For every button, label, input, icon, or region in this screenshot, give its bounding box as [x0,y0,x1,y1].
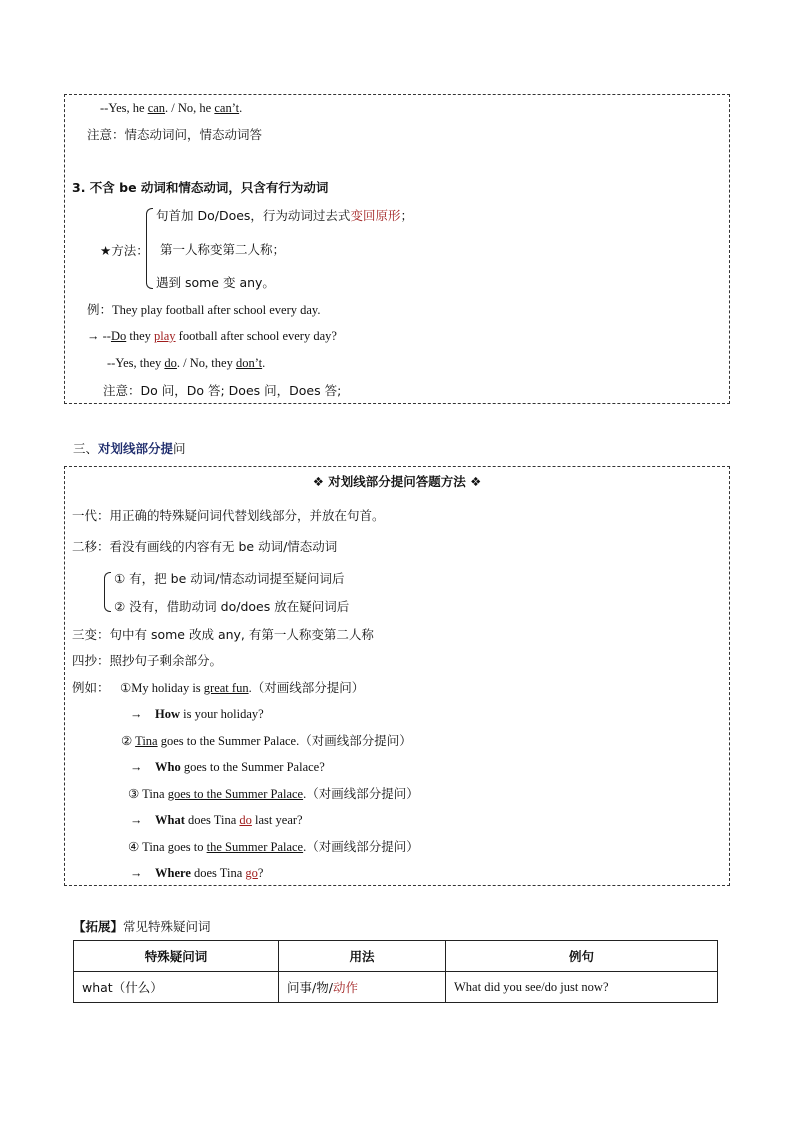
method-item-2: 第一人称变第二人称； [160,242,286,257]
note-do-does: 注意：Do 问，Do 答; Does 问，Does 答; [103,383,342,398]
step-3: 三变：句中有 some 改成 any, 有第一人称变第二人称 [72,627,374,642]
table-header-row [74,941,718,972]
example-2: ② Tina goes to the Summer Palace.（对画线部分提问） [121,733,412,748]
step-4: 四抄：照抄句子剩余部分。 [72,653,223,668]
step-1: 一代：用正确的特殊疑问词代替划线部分，并放在句首。 [72,508,385,523]
example-1: ①My holiday is great fun.（对画线部分提问） [120,680,365,695]
cell-usage: 问事/物/动作 [279,972,446,1003]
sub-brace [104,572,111,612]
extension-heading: 【拓展】常见特殊疑问词 [73,919,211,934]
cell-example: What did you see/do just now? [446,972,718,1003]
header-word: 特殊疑问词 [74,941,279,972]
sub-step-1: ① 有，把 be 动词/情态动词提至疑问词后 [114,571,345,586]
example-sentence: 例：They play football after school every day. [87,303,321,317]
question-line-do: → --Do they play football after school every day? [87,329,337,343]
note-modal: 注意：情态动词问，情态动词答 [87,127,263,142]
example-4: ④ Tina goes to the Summer Palace.（对画线部分提问） [128,839,419,854]
section-heading-3: 三、对划线部分提问 [73,441,186,456]
step-2: 二移：看没有画线的内容有无 be 动词/情态动词 [72,539,338,554]
method-label: ★方法： [100,243,149,258]
method-item-1: 句首加 Do/Does，行为动词过去式变回原形； [156,208,413,223]
answer-line-do: --Yes, they do. / No, they don’t. [107,356,266,370]
cell-word: what（什么） [74,972,279,1003]
sub-step-2: ② 没有，借助动词 do/does 放在疑问词后 [114,599,350,614]
box-title: ❖ 对划线部分提问答题方法 ❖ [312,474,482,489]
answer-1: → How is your holiday? [130,707,264,721]
table-row [74,972,718,1003]
example-label: 例如： [72,680,110,695]
answer-4: → Where does Tina go? [130,866,264,880]
answer-line-can: --Yes, he can. / No, he can’t. [100,101,243,115]
example-3: ③ Tina goes to the Summer Palace.（对画线部分提问） [128,786,419,801]
method-item-3: 遇到 some 变 any。 [156,275,275,290]
answer-2: → Who goes to the Summer Palace? [130,760,325,774]
answer-3: → What does Tina do last year? [130,813,303,827]
header-example: 例句 [446,941,718,972]
header-usage: 用法 [279,941,446,972]
question-words-table [73,940,718,1003]
heading-action-verbs: 3. 不含 be 动词和情态动词，只含有行为动词 [72,180,329,195]
